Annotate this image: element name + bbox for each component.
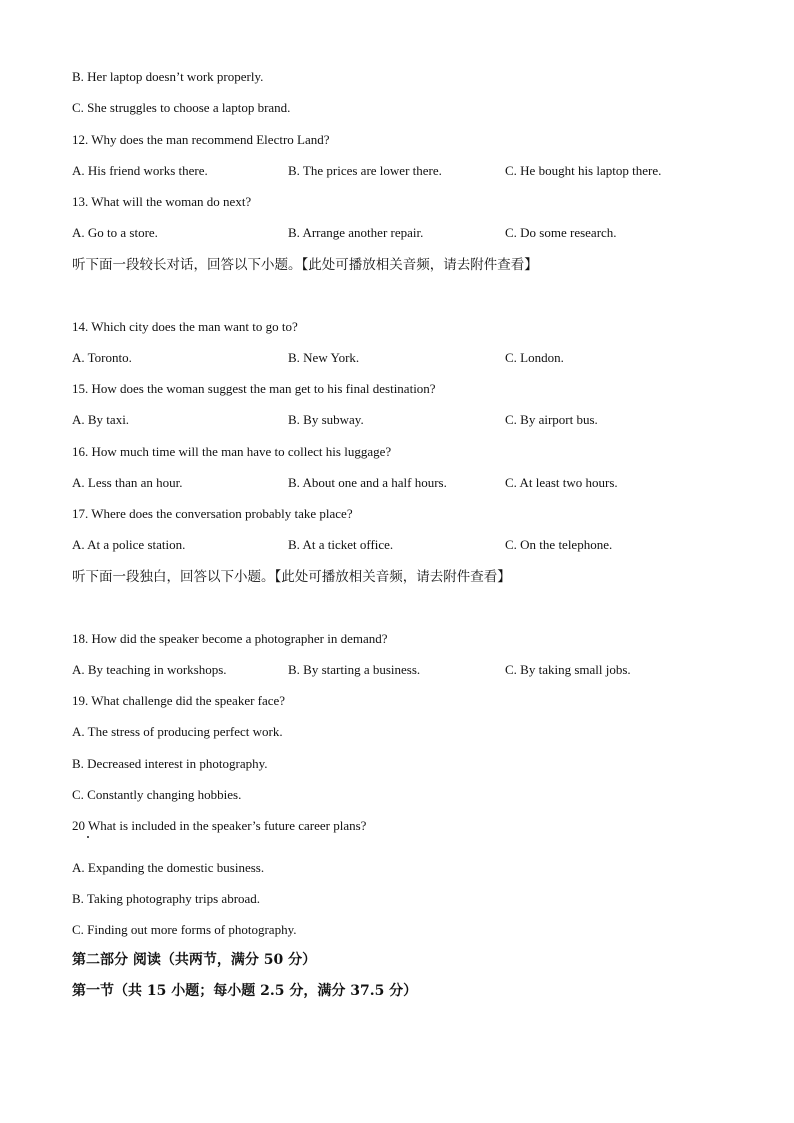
q15-option-a: A. By taxi. [72, 412, 130, 427]
q11-option-c: C. She struggles to choose a laptop brand. [72, 100, 291, 115]
q12-option-c: C. He bought his laptop there. [505, 163, 662, 178]
section-one-heading: 第一节（共 15 小题；每小题 2.5 分，满分 37.5 分） [72, 983, 418, 999]
q20-option-a: A. Expanding the domestic business. [72, 860, 265, 875]
q16-question: 16. How much time will the man have to collect his luggage? [72, 444, 392, 459]
q12-option-a: A. His friend works there. [72, 163, 208, 178]
q14-option-c: C. London. [505, 350, 564, 365]
q17-option-c: C. On the telephone. [505, 537, 613, 552]
q17-option-b: B. At a ticket office. [288, 537, 394, 552]
q17-question: 17. Where does the conversation probably take place? [72, 506, 353, 521]
q19-option-c: C. Constantly changing hobbies. [72, 787, 242, 802]
q19-question: 19. What challenge did the speaker face? [72, 693, 286, 708]
q20-option-b: B. Taking photography trips abroad. [72, 891, 261, 906]
part-two-heading: 第二部分 阅读（共两节，满分 50 分） [72, 952, 317, 968]
q17-option-a: A. At a police station. [72, 537, 186, 552]
q20-question: 20 What is included in the speaker’s future career plans? [72, 818, 367, 833]
q16-option-b: B. About one and a half hours. [288, 475, 447, 490]
q18-option-c: C. By taking small jobs. [505, 662, 631, 677]
q16-option-c: C. At least two hours. [505, 475, 618, 490]
q15-option-c: C. By airport bus. [505, 412, 598, 427]
q13-option-c: C. Do some research. [505, 225, 617, 240]
q12-question: 12. Why does the man recommend Electro Land? [72, 132, 330, 147]
q19-option-a: A. The stress of producing perfect work. [72, 724, 283, 739]
q20-option-c: C. Finding out more forms of photography. [72, 922, 297, 937]
instruction-dialogue: 听下面一段较长对话，回答以下小题。【此处可播放相关音频，请去附件查看】 [72, 257, 538, 273]
q19-option-b: B. Decreased interest in photography. [72, 756, 268, 771]
q14-question: 14. Which city does the man want to go to? [72, 319, 298, 334]
instruction-monologue: 听下面一段独白，回答以下小题。【此处可播放相关音频，请去附件查看】 [72, 569, 511, 585]
q15-option-b: B. By subway. [288, 412, 364, 427]
q18-question: 18. How did the speaker become a photographer in demand? [72, 631, 388, 646]
q18-option-b: B. By starting a business. [288, 662, 421, 677]
q12-option-b: B. The prices are lower there. [288, 163, 442, 178]
q13-option-a: A. Go to a store. [72, 225, 158, 240]
q13-question: 13. What will the woman do next? [72, 194, 252, 209]
q14-option-b: B. New York. [288, 350, 360, 365]
q15-question: 15. How does the woman suggest the man get to his final destination? [72, 381, 436, 396]
q11-option-b: B. Her laptop doesn’t work properly. [72, 69, 264, 84]
stray-dot [87, 836, 89, 838]
q18-option-a: A. By teaching in workshops. [72, 662, 227, 677]
q14-option-a: A. Toronto. [72, 350, 132, 365]
q13-option-b: B. Arrange another repair. [288, 225, 424, 240]
q16-option-a: A. Less than an hour. [72, 475, 183, 490]
